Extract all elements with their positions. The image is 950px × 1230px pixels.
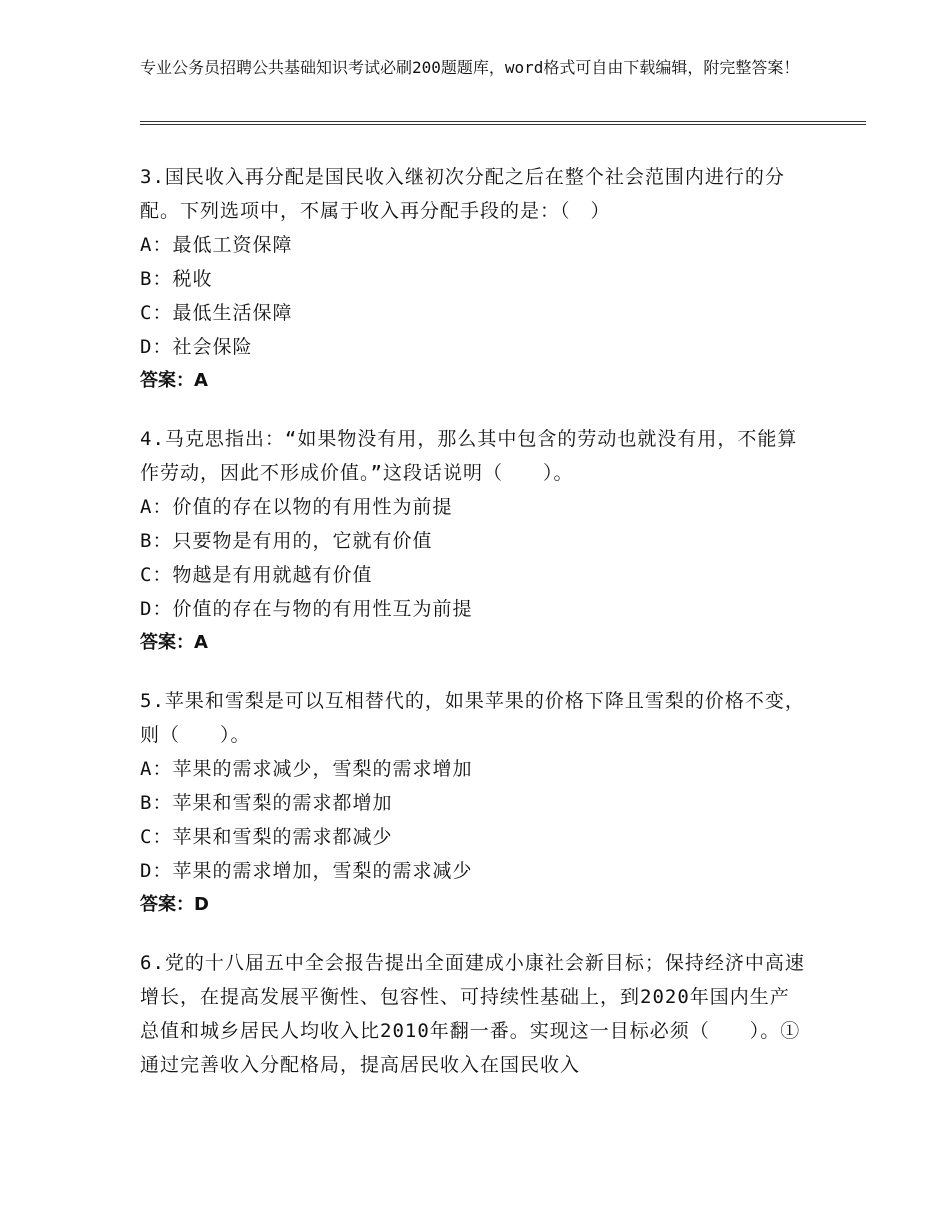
option-b: B：只要物是有用的，它就有价值 bbox=[140, 530, 433, 552]
option-c: C：苹果和雪梨的需求都减少 bbox=[140, 826, 393, 848]
option-d: D：价值的存在与物的有用性互为前提 bbox=[140, 598, 473, 620]
question-stem: 3.国民收入再分配是国民收入继初次分配之后在整个社会范围内进行的分配。下列选项中，不属于收入再分配手段的是：（ ） bbox=[140, 166, 785, 222]
option-a: A：苹果的需求减少，雪梨的需求增加 bbox=[140, 758, 473, 780]
option-a: A：最低工资保障 bbox=[140, 234, 293, 256]
answer: 答案：A bbox=[140, 632, 208, 653]
option-b: B：苹果和雪梨的需求都增加 bbox=[140, 792, 393, 814]
option-d: D：社会保险 bbox=[140, 336, 253, 358]
option-b: B：税收 bbox=[140, 268, 213, 290]
option-a: A：价值的存在以物的有用性为前提 bbox=[140, 496, 453, 518]
question-6 bbox=[140, 946, 805, 1082]
question-4 bbox=[140, 422, 805, 660]
header-divider-double bbox=[140, 124, 866, 125]
answer: 答案：D bbox=[140, 894, 209, 915]
answer: 答案：A bbox=[140, 370, 208, 391]
header-divider bbox=[140, 121, 866, 122]
question-list bbox=[140, 160, 805, 1106]
option-d: D：苹果的需求增加，雪梨的需求减少 bbox=[140, 860, 473, 882]
question-5 bbox=[140, 684, 805, 922]
option-c: C：物越是有用就越有价值 bbox=[140, 564, 373, 586]
document-header: 专业公务员招聘公共基础知识考试必刷200题题库，word格式可自由下载编辑，附完整答案！ bbox=[140, 58, 800, 77]
question-stem: 5.苹果和雪梨是可以互相替代的，如果苹果的价格下降且雪梨的价格不变，则（ ）。 bbox=[140, 690, 805, 746]
option-c: C：最低生活保障 bbox=[140, 302, 293, 324]
question-stem: 6.党的十八届五中全会报告提出全面建成小康社会新目标；保持经济中高速增长，在提高发展平衡性、包容性、可持续性基础上，到2020年国内生产总值和城乡居民人均收入比2010年翻一番。实现这一目标必须（ ）。①通过完善收入分配格局，提高居民收入在国民收入 bbox=[140, 952, 805, 1076]
question-stem: 4.马克思指出：“如果物没有用，那么其中包含的劳动也就没有用，不能算作劳动，因此不形成价值。”这段话说明（ ）。 bbox=[140, 428, 798, 484]
question-3 bbox=[140, 160, 805, 398]
